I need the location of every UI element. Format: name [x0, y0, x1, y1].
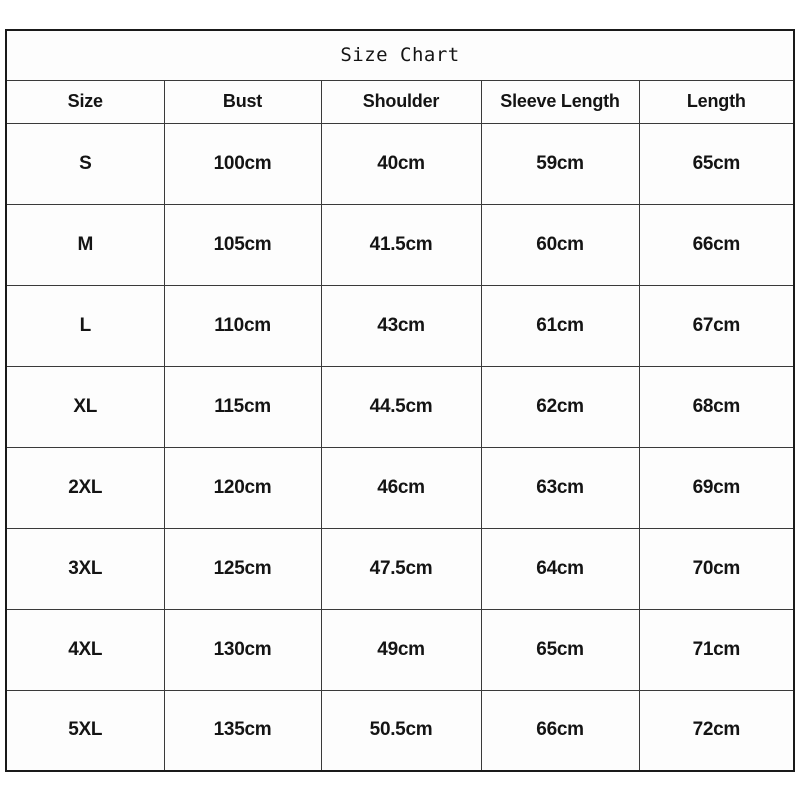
cell-shoulder: 43cm [321, 285, 481, 366]
cell-bust: 120cm [164, 447, 321, 528]
cell-sleeve-length: 66cm [481, 690, 639, 771]
size-chart-table [5, 29, 795, 772]
table-row [6, 609, 794, 690]
table-row [6, 366, 794, 447]
cell-sleeve-length: 62cm [481, 366, 639, 447]
cell-shoulder: 50.5cm [321, 690, 481, 771]
column-header-bust: Bust [164, 80, 321, 123]
chart-title: Size Chart [6, 30, 794, 80]
cell-length: 71cm [639, 609, 794, 690]
cell-bust: 135cm [164, 690, 321, 771]
cell-bust: 105cm [164, 204, 321, 285]
cell-sleeve-length: 61cm [481, 285, 639, 366]
cell-bust: 125cm [164, 528, 321, 609]
cell-shoulder: 47.5cm [321, 528, 481, 609]
cell-size: XL [6, 366, 164, 447]
cell-length: 70cm [639, 528, 794, 609]
column-header-sleeve-length: Sleeve Length [481, 80, 639, 123]
cell-size: 3XL [6, 528, 164, 609]
table-row [6, 447, 794, 528]
cell-length: 66cm [639, 204, 794, 285]
cell-shoulder: 40cm [321, 123, 481, 204]
table-header-row [6, 80, 794, 123]
cell-size: 5XL [6, 690, 164, 771]
cell-length: 67cm [639, 285, 794, 366]
column-header-size: Size [6, 80, 164, 123]
cell-shoulder: 41.5cm [321, 204, 481, 285]
cell-length: 68cm [639, 366, 794, 447]
cell-size: L [6, 285, 164, 366]
size-chart-body [6, 30, 794, 771]
column-header-length: Length [639, 80, 794, 123]
cell-size: 2XL [6, 447, 164, 528]
cell-shoulder: 49cm [321, 609, 481, 690]
cell-bust: 130cm [164, 609, 321, 690]
cell-sleeve-length: 60cm [481, 204, 639, 285]
cell-sleeve-length: 64cm [481, 528, 639, 609]
cell-shoulder: 44.5cm [321, 366, 481, 447]
cell-sleeve-length: 65cm [481, 609, 639, 690]
cell-size: S [6, 123, 164, 204]
table-row [6, 123, 794, 204]
cell-size: M [6, 204, 164, 285]
cell-length: 69cm [639, 447, 794, 528]
table-row [6, 690, 794, 771]
column-header-shoulder: Shoulder [321, 80, 481, 123]
table-row [6, 528, 794, 609]
table-row [6, 285, 794, 366]
title-row [6, 30, 794, 80]
cell-bust: 100cm [164, 123, 321, 204]
cell-shoulder: 46cm [321, 447, 481, 528]
table-row [6, 204, 794, 285]
cell-length: 65cm [639, 123, 794, 204]
cell-sleeve-length: 63cm [481, 447, 639, 528]
cell-length: 72cm [639, 690, 794, 771]
cell-bust: 115cm [164, 366, 321, 447]
cell-size: 4XL [6, 609, 164, 690]
cell-sleeve-length: 59cm [481, 123, 639, 204]
cell-bust: 110cm [164, 285, 321, 366]
